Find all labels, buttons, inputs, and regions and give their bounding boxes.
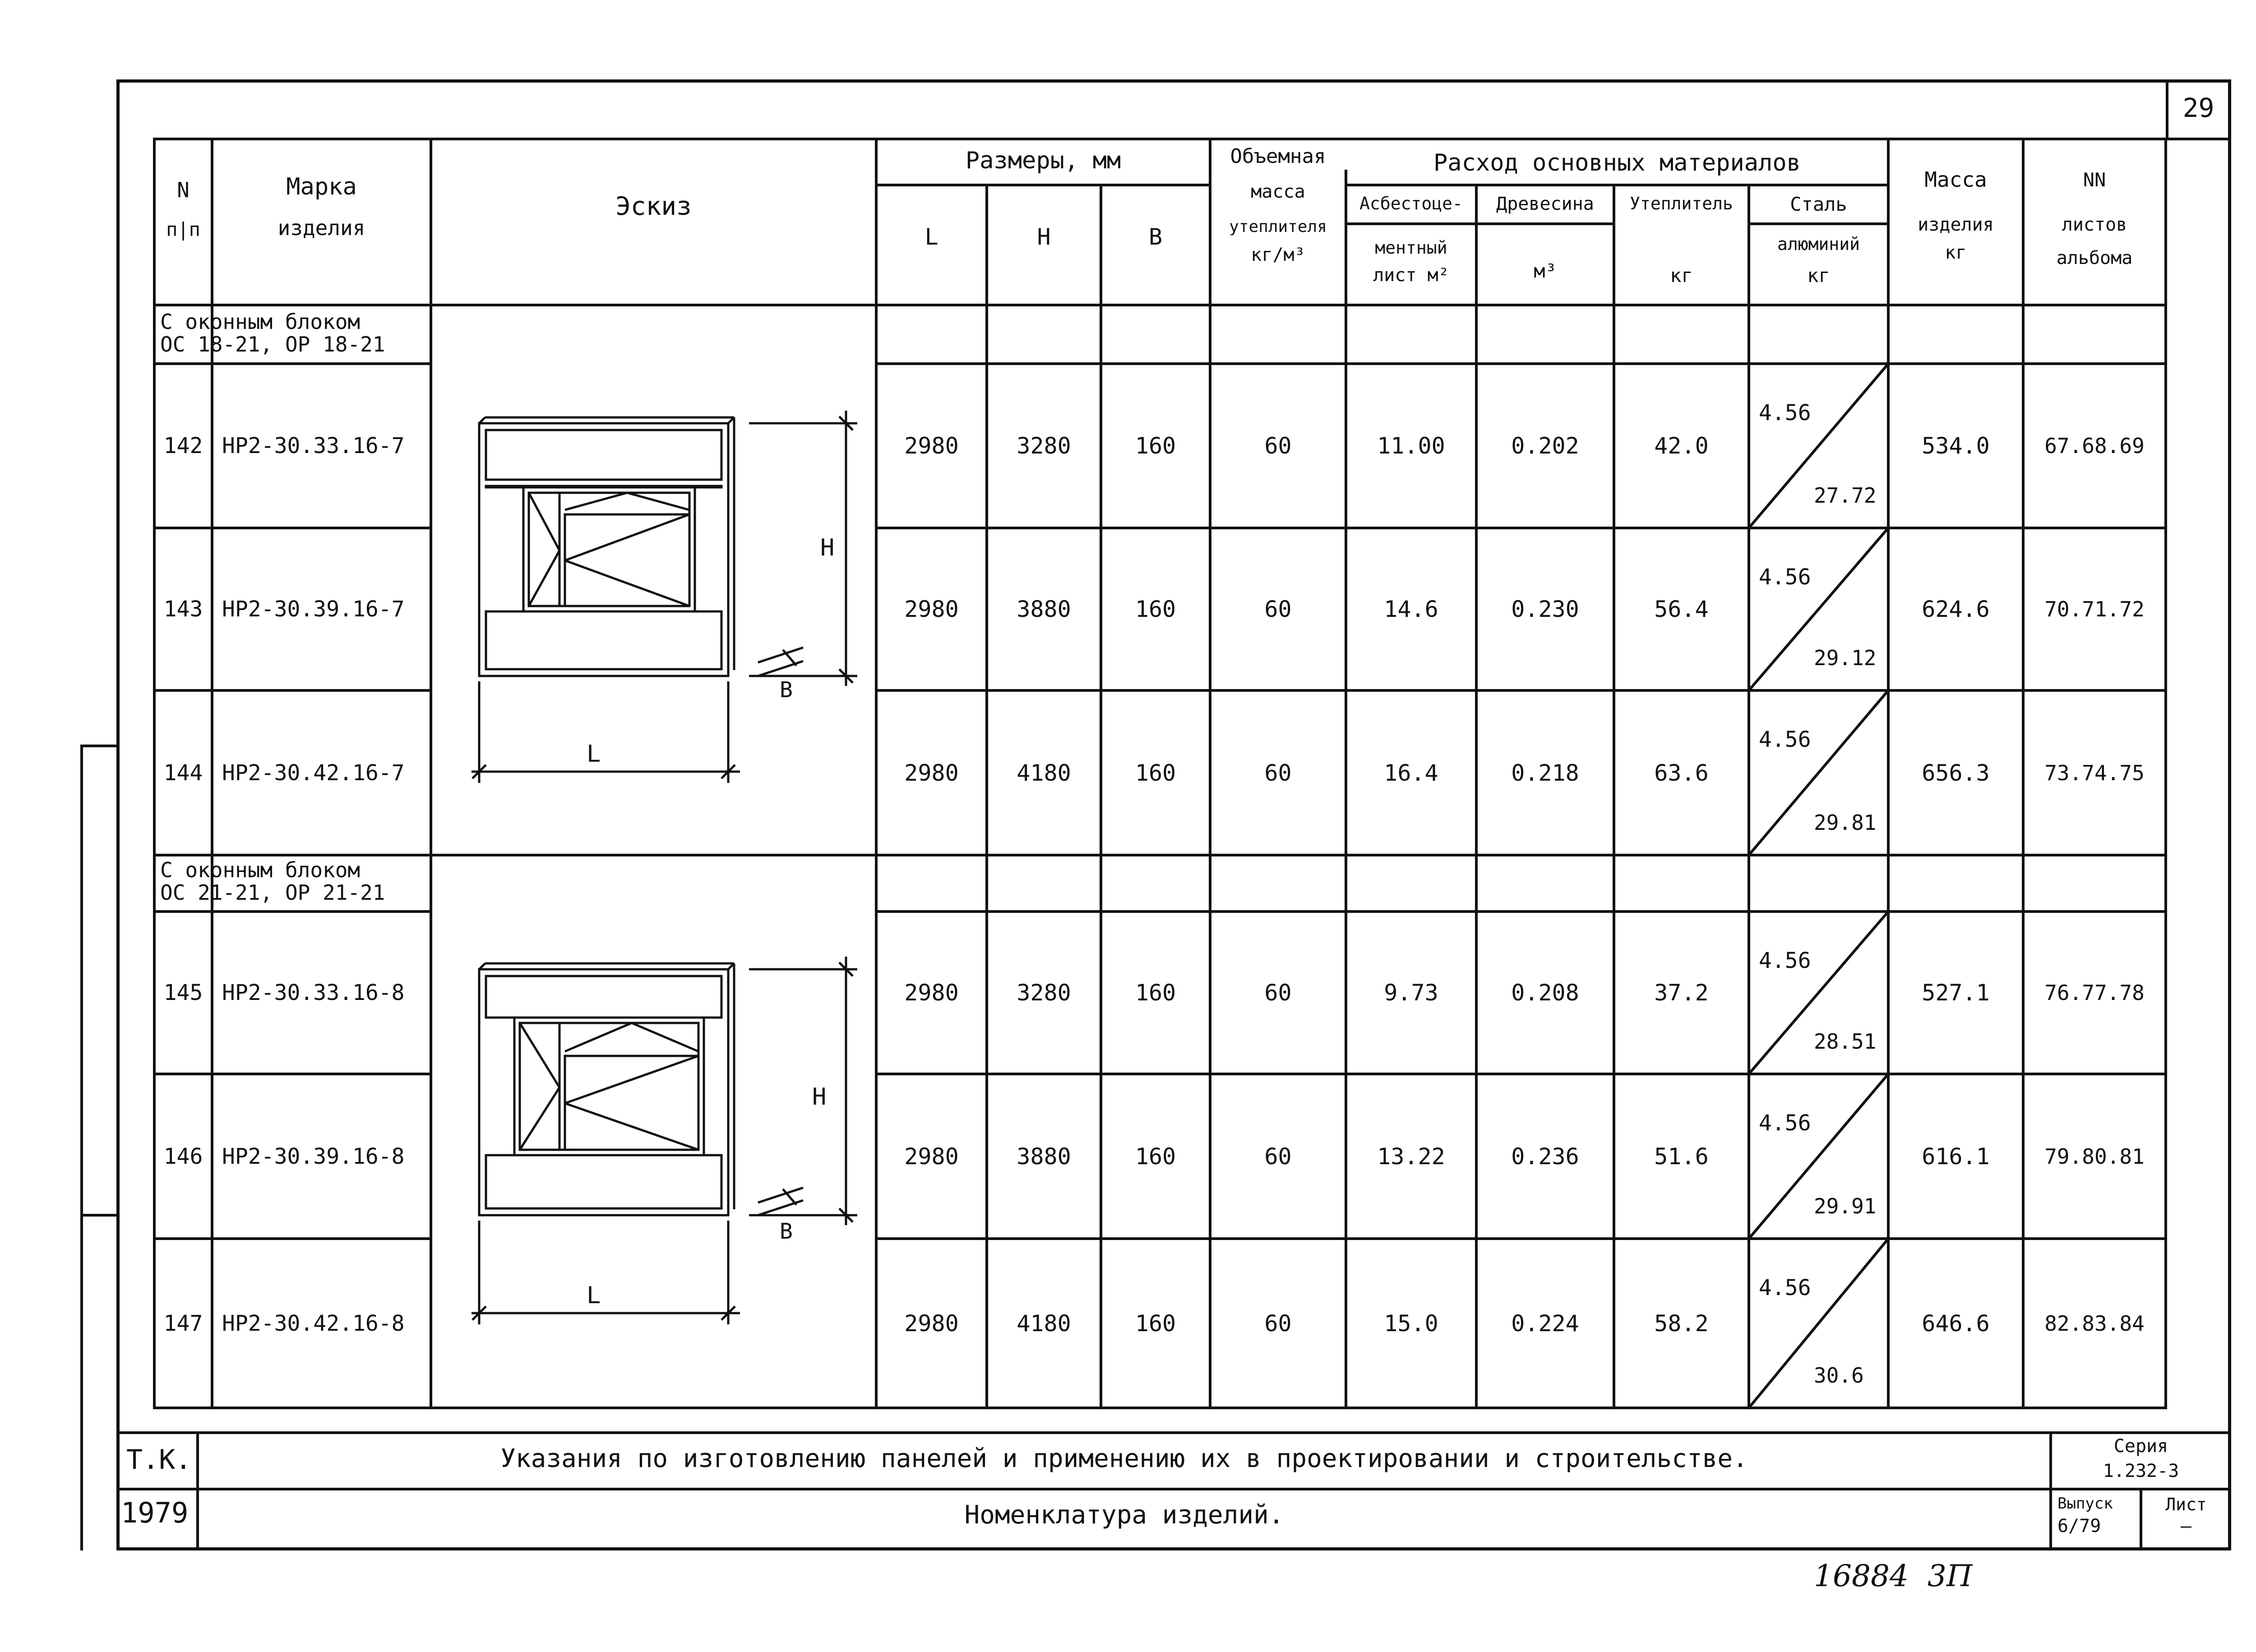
cell-L: 2980 [904, 980, 959, 1006]
cell-ins: 63.6 [1654, 759, 1709, 786]
header-H: H [1037, 224, 1051, 250]
header-steel: Сталь [1790, 193, 1847, 215]
cell-mark: НР2-30.33.16-7 [222, 433, 405, 458]
cell-asb: 11.00 [1377, 433, 1445, 459]
cell-alum: 27.72 [1814, 483, 1877, 508]
cell-sheets: 76.77.78 [2044, 981, 2145, 1005]
cell-mark: НР2-30.39.16-7 [222, 597, 405, 622]
cell-mass: 534.0 [1922, 433, 1990, 459]
group-title-sub: ОС 18-21, ОР 18-21 [160, 332, 385, 356]
cell-vm: 60 [1264, 980, 1292, 1006]
tb-issue-label: Выпуск [2057, 1495, 2113, 1513]
tb-title: Указания по изготовлению панелей и применению их в проектировании и строительстве. [500, 1444, 1748, 1473]
header-vol-mass-4: кг/м³ [1251, 245, 1305, 265]
sketch-label-B: B [780, 677, 793, 703]
cell-alum: 29.91 [1814, 1194, 1877, 1218]
tb-org: Т.К. [126, 1444, 192, 1476]
cell-asb: 15.0 [1384, 1310, 1438, 1337]
sketch-label-B: B [780, 1219, 793, 1244]
cell-steel: 4.56 [1759, 727, 1811, 752]
sketch-label-H: H [820, 534, 835, 561]
cell-H: 4180 [1017, 1310, 1071, 1337]
cell-mass: 646.6 [1922, 1310, 1990, 1337]
cell-wood: 0.202 [1511, 433, 1579, 459]
cell-n: 144 [163, 760, 203, 786]
page-number: 29 [2182, 93, 2214, 123]
cell-vm: 60 [1264, 759, 1292, 786]
cell-mark: НР2-30.39.16-8 [222, 1143, 405, 1169]
header-num: N [177, 178, 190, 202]
header-mark-sub: изделия [277, 216, 365, 240]
cell-vm: 60 [1264, 433, 1292, 459]
cell-B: 160 [1135, 596, 1176, 622]
header-alum-unit: кг [1807, 264, 1830, 287]
tb-subtitle: Номенклатура изделий. [964, 1500, 1284, 1530]
header-vol-mass-2: масса [1251, 181, 1305, 202]
cell-L: 2980 [904, 433, 959, 459]
header-vol-mass-1: Объемная [1230, 145, 1326, 168]
cell-wood: 0.208 [1511, 980, 1579, 1006]
cell-alum: 30.6 [1814, 1363, 1864, 1388]
cell-H: 4180 [1017, 759, 1071, 786]
cell-B: 160 [1135, 759, 1176, 786]
cell-steel: 4.56 [1759, 400, 1811, 426]
tb-sheet-label: Лист [2165, 1495, 2207, 1514]
cell-asb: 9.73 [1384, 980, 1438, 1006]
header-wood: Древесина [1496, 194, 1594, 214]
group-title: С оконным блоком [160, 858, 361, 882]
header-alum: алюминий [1777, 234, 1860, 254]
cell-asb: 16.4 [1384, 759, 1438, 786]
cell-ins: 56.4 [1654, 596, 1709, 622]
cell-n: 147 [163, 1310, 203, 1336]
group-title: С оконным блоком [160, 310, 361, 334]
cell-wood: 0.230 [1511, 596, 1579, 622]
cell-n: 145 [163, 980, 203, 1005]
cell-ins: 37.2 [1654, 980, 1709, 1006]
cell-vm: 60 [1264, 1143, 1292, 1170]
cell-alum: 28.51 [1814, 1029, 1877, 1054]
cell-alum: 29.12 [1814, 646, 1877, 670]
cell-H: 3280 [1017, 433, 1071, 459]
cell-sheets: 70.71.72 [2044, 597, 2145, 621]
header-num-sub: п|п [166, 218, 200, 241]
header-mass-3: кг [1945, 242, 1967, 263]
header-asbest-2: ментный [1375, 238, 1447, 258]
header-mass-2: изделия [1918, 214, 1994, 235]
cell-L: 2980 [904, 596, 959, 622]
cell-ins: 58.2 [1654, 1310, 1709, 1337]
cell-mass: 624.6 [1922, 596, 1990, 622]
cell-sheets: 79.80.81 [2044, 1144, 2145, 1169]
header-insul-unit: кг [1670, 264, 1693, 287]
cell-mass: 616.1 [1922, 1143, 1990, 1170]
header-mass-1: Масса [1924, 167, 1987, 192]
cell-n: 143 [163, 597, 203, 622]
header-vol-mass-3: утеплителя [1229, 217, 1327, 236]
cell-L: 2980 [904, 1310, 959, 1337]
cell-wood: 0.224 [1511, 1310, 1579, 1337]
header-materials: Расход основных материалов [1433, 149, 1801, 176]
cell-H: 3280 [1017, 980, 1071, 1006]
header-sheets-1: NN [2083, 169, 2106, 191]
header-asbest-3: лист м² [1373, 265, 1449, 286]
cell-alum: 29.81 [1814, 810, 1877, 835]
cell-mass: 527.1 [1922, 980, 1990, 1006]
sketch-label-L: L [587, 740, 601, 768]
cell-steel: 4.56 [1759, 948, 1811, 973]
cell-mark: НР2-30.33.16-8 [222, 980, 405, 1005]
cell-n: 142 [163, 433, 203, 458]
group-title-sub: ОС 21-21, ОР 21-21 [160, 880, 385, 905]
tb-series-value: 1.232-3 [2103, 1461, 2179, 1481]
cell-mark: НР2-30.42.16-7 [222, 760, 405, 786]
cell-H: 3880 [1017, 1143, 1071, 1170]
tb-issue-value: 6/79 [2057, 1516, 2101, 1536]
sketch-label-H: H [812, 1083, 827, 1111]
cell-ins: 42.0 [1654, 433, 1709, 459]
cell-B: 160 [1135, 980, 1176, 1006]
header-sheets-3: альбома [2056, 248, 2133, 268]
cell-H: 3880 [1017, 596, 1071, 622]
header-B: B [1148, 224, 1163, 250]
tb-year: 1979 [121, 1496, 189, 1529]
header-wood-unit: м³ [1534, 260, 1557, 282]
header-sketch: Эскиз [615, 192, 692, 221]
cell-sheets: 67.68.69 [2044, 434, 2145, 458]
cell-vm: 60 [1264, 596, 1292, 622]
header-insul: Утеплитель [1630, 194, 1733, 213]
cell-L: 2980 [904, 759, 959, 786]
tb-series-label: Серия [2113, 1436, 2168, 1457]
cell-vm: 60 [1264, 1310, 1292, 1337]
cell-ins: 51.6 [1654, 1143, 1709, 1170]
header-sizes: Размеры, мм [965, 147, 1121, 174]
cell-mass: 656.3 [1922, 759, 1990, 786]
cell-wood: 0.218 [1511, 759, 1579, 786]
cell-steel: 4.56 [1759, 1111, 1811, 1136]
header-asbest-1: Асбестоце- [1359, 194, 1463, 213]
sketch-label-L: L [587, 1282, 601, 1309]
cell-B: 160 [1135, 1143, 1176, 1170]
cell-B: 160 [1135, 433, 1176, 459]
header-L: L [925, 224, 938, 250]
cell-asb: 14.6 [1384, 596, 1438, 622]
archive-stamp: 16884 3П [1814, 1559, 1973, 1593]
cell-sheets: 73.74.75 [2044, 760, 2145, 785]
header-sheets-2: листов [2062, 214, 2127, 235]
cell-B: 160 [1135, 1310, 1176, 1337]
cell-steel: 4.56 [1759, 1275, 1811, 1300]
tb-sheet-value: — [2180, 1516, 2192, 1536]
header-mark: Марка [286, 173, 357, 200]
cell-wood: 0.236 [1511, 1143, 1579, 1170]
cell-steel: 4.56 [1759, 565, 1811, 590]
cell-mark: НР2-30.42.16-8 [222, 1310, 405, 1336]
cell-L: 2980 [904, 1143, 959, 1170]
cell-asb: 13.22 [1377, 1143, 1445, 1170]
cell-sheets: 82.83.84 [2044, 1311, 2145, 1336]
cell-n: 146 [163, 1143, 203, 1169]
